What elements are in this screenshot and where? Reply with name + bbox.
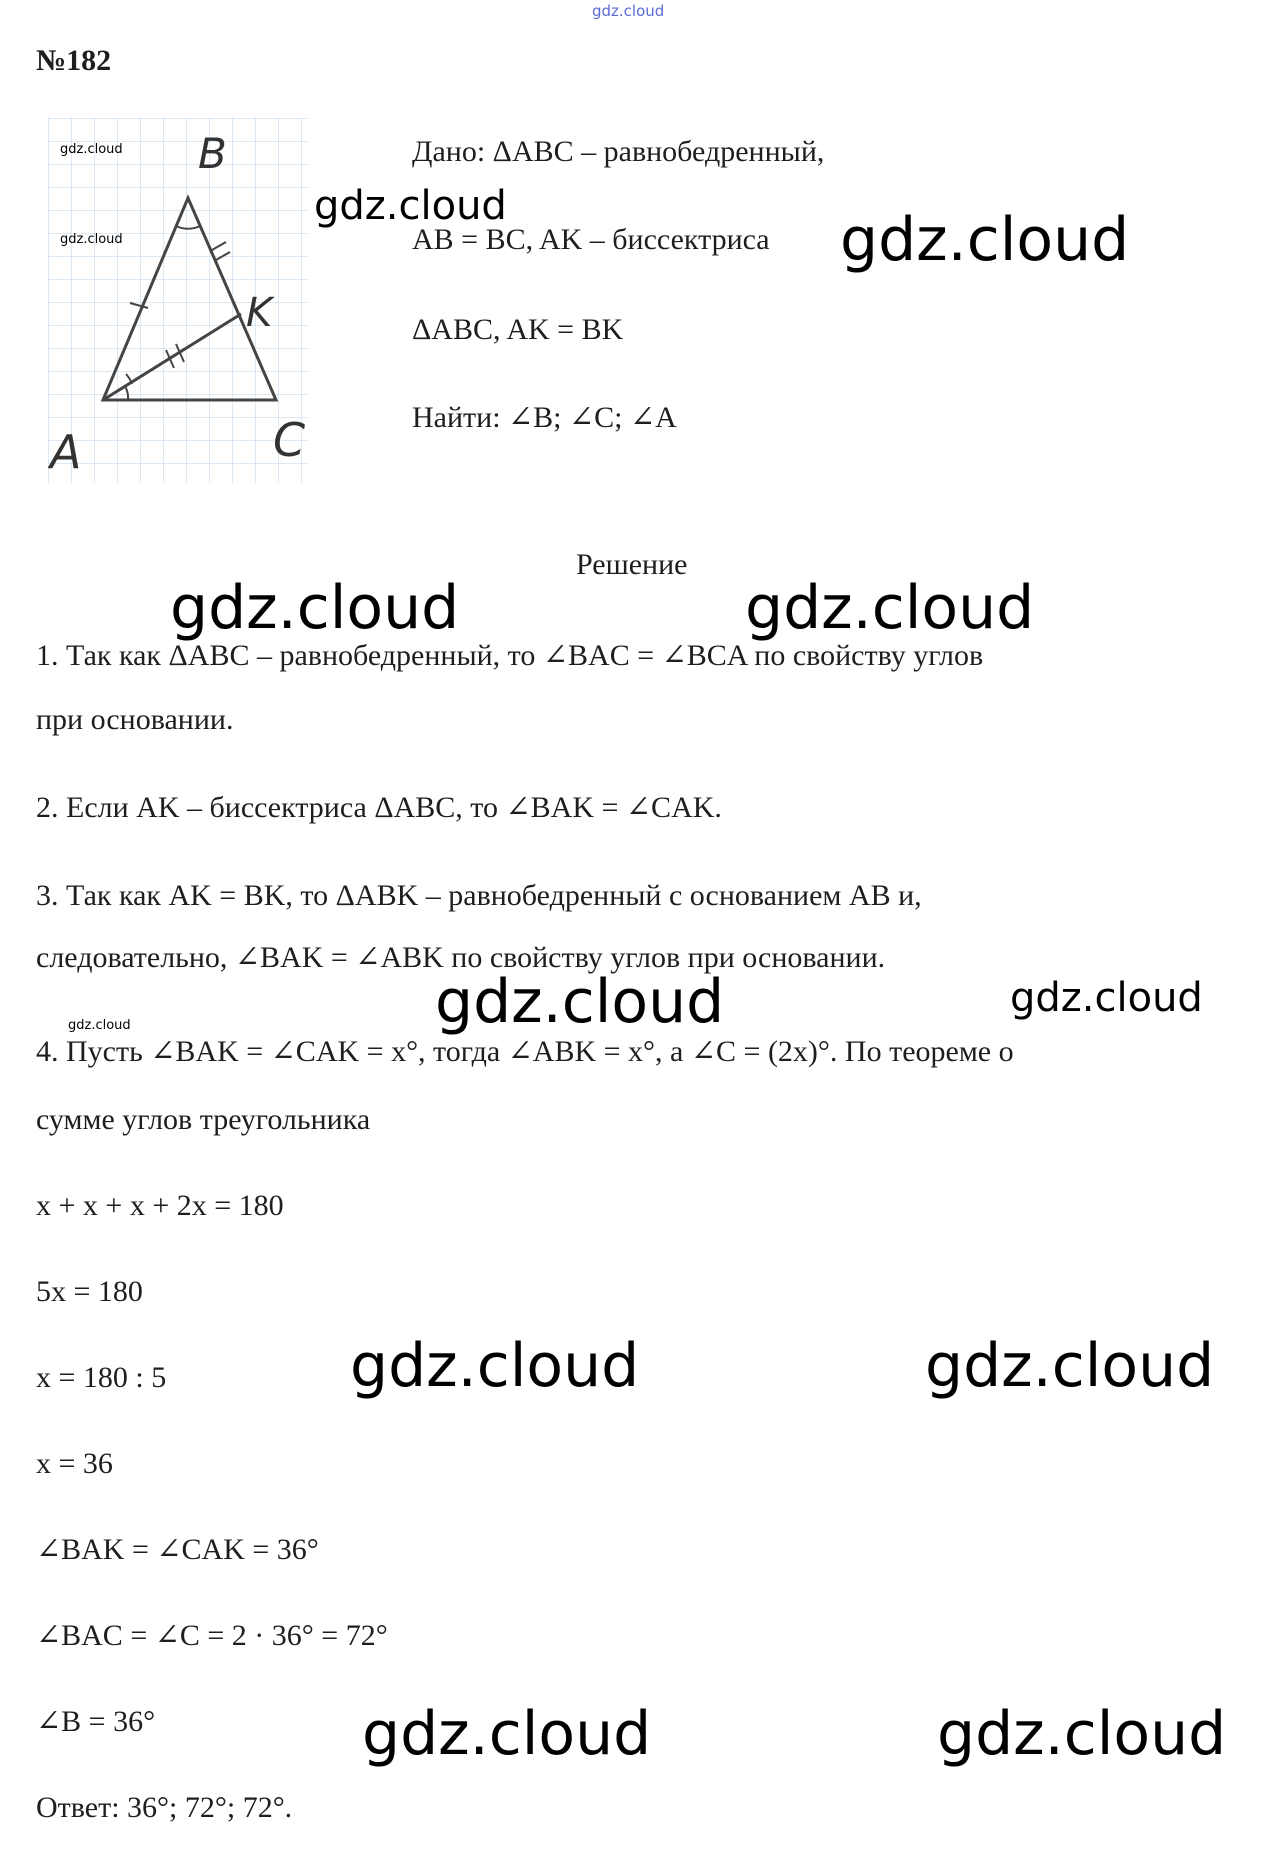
solution-line-1: 1. Так как ΔABC – равнобедренный, то ∠BAC = ∠BCA по свойству углов: [36, 639, 984, 672]
answer-line: Ответ: 36°; 72°; 72°.: [36, 1791, 293, 1824]
solution-line-5: следовательно, ∠BAK = ∠ABK по свойству углов при основании.: [36, 941, 886, 974]
watermark-sol-4: gdz.cloud: [1010, 975, 1203, 1021]
given-line-3: ΔABC, AK = BK: [412, 313, 624, 346]
watermark-given-2: gdz.cloud: [840, 205, 1130, 275]
watermark-sol-2: gdz.cloud: [745, 573, 1035, 643]
watermark-figure-1: gdz.cloud: [60, 142, 123, 157]
label-b: B: [198, 129, 227, 178]
solution-line-7: сумме углов треугольника: [36, 1103, 371, 1136]
watermark-given-1: gdz.cloud: [314, 183, 507, 229]
watermark-figure-2: gdz.cloud: [60, 232, 123, 247]
equation-4: x = 36: [36, 1447, 113, 1480]
label-a: A: [50, 425, 82, 479]
watermark-top: gdz.cloud: [592, 2, 665, 20]
solution-line-6: 4. Пусть ∠BAK = ∠CAK = x°, тогда ∠ABK = x°, а ∠C = (2x)°. По теореме о: [36, 1035, 1014, 1068]
solution-line-4: 3. Так как AK = BK, то ΔABK – равнобедренный с основанием AB и,: [36, 879, 922, 912]
watermark-sol-3: gdz.cloud: [435, 967, 725, 1037]
equation-2: 5x = 180: [36, 1275, 143, 1308]
watermark-sol-1: gdz.cloud: [170, 573, 460, 643]
given-line-4: Найти: ∠B; ∠C; ∠A: [412, 401, 677, 434]
equation-7: ∠B = 36°: [36, 1705, 156, 1738]
watermark-sol-8: gdz.cloud: [362, 1699, 652, 1769]
solution-heading: Решение: [576, 548, 688, 581]
problem-number: №182: [36, 44, 112, 77]
equation-6: ∠BAC = ∠C = 2 · 36° = 72°: [36, 1619, 388, 1652]
watermark-sol-6: gdz.cloud: [350, 1331, 640, 1401]
triangle-diagram: [48, 118, 318, 488]
watermark-sol-7: gdz.cloud: [925, 1331, 1215, 1401]
watermark-sol-5: gdz.cloud: [68, 1018, 131, 1033]
solution-line-3: 2. Если AK – биссектриса ΔABC, то ∠BAK = ∠CAK.: [36, 791, 722, 824]
solution-line-2: при основании.: [36, 703, 234, 736]
equation-1: x + x + x + 2x = 180: [36, 1189, 284, 1222]
equation-3: x = 180 : 5: [36, 1361, 167, 1394]
label-c: C: [273, 413, 306, 467]
given-line-2: AB = BC, AK – биссектриса: [412, 223, 770, 256]
watermark-sol-9: gdz.cloud: [937, 1699, 1227, 1769]
label-k: K: [246, 290, 273, 336]
given-line-1: Дано: ΔABC – равнобедренный,: [412, 135, 825, 168]
triangle-figure: [48, 118, 318, 488]
equation-5: ∠BAK = ∠CAK = 36°: [36, 1533, 319, 1566]
